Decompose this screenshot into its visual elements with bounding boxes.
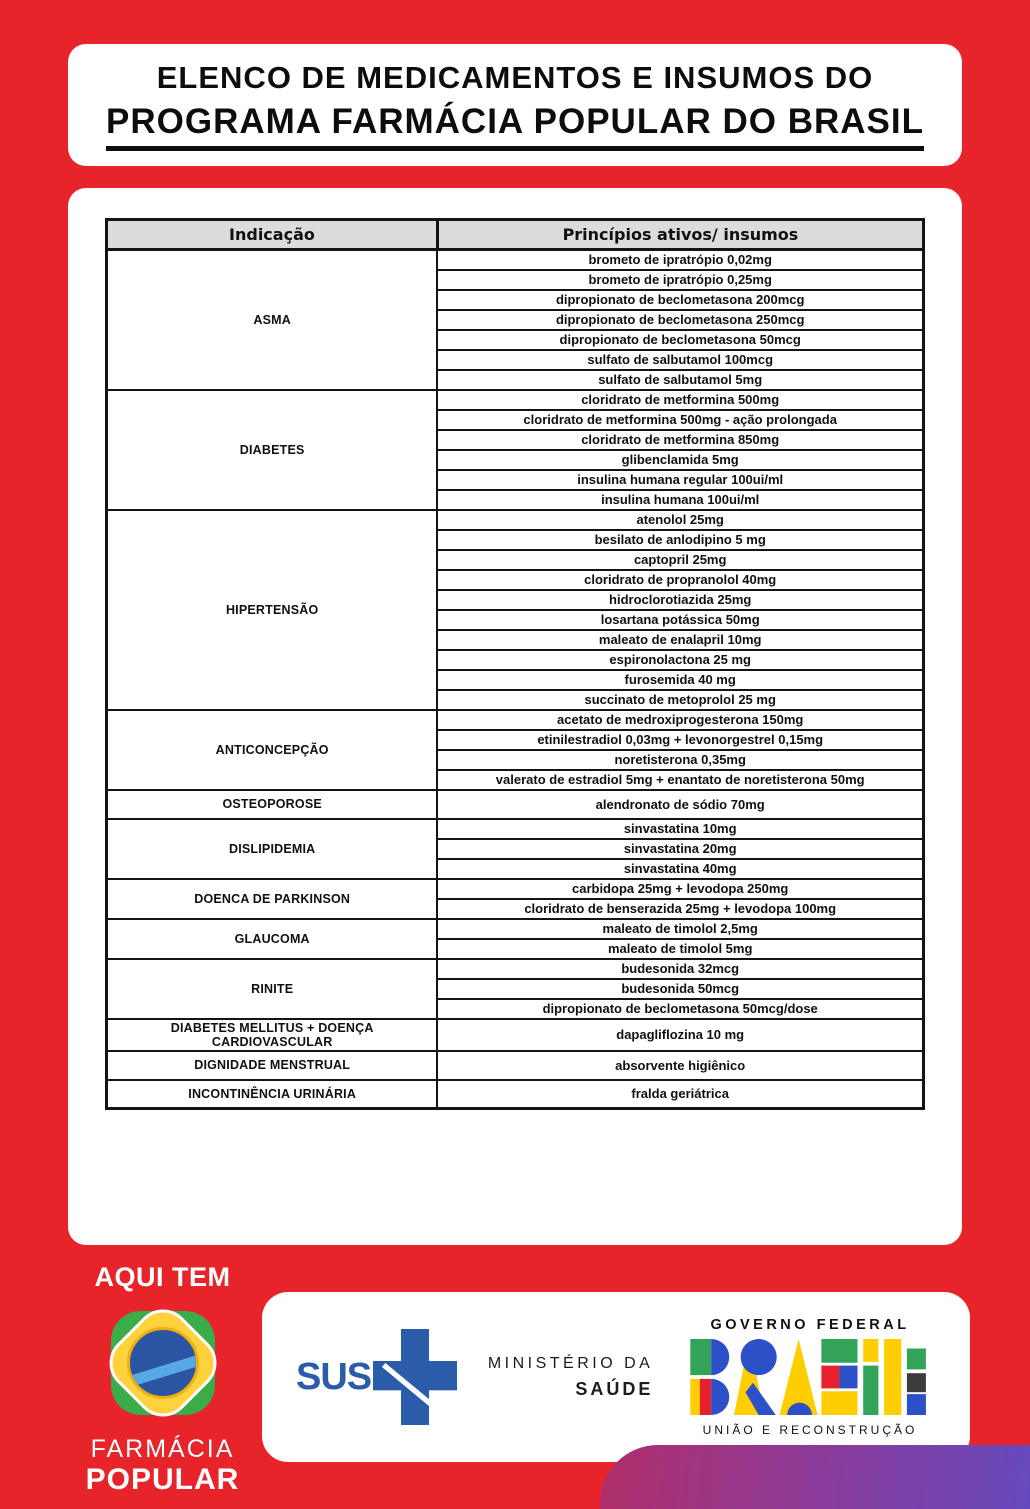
table-header <box>107 220 924 250</box>
table-body <box>107 250 924 1109</box>
principle-cell: etinilestradiol 0,03mg + levonorgestrel 0,15mg <box>437 730 923 750</box>
principle-cell: atenolol 25mg <box>437 510 923 530</box>
popular-label: POPULAR <box>85 1463 240 1496</box>
principle-cell: carbidopa 25mg + levodopa 250mg <box>437 879 923 899</box>
principle-cell: hidroclorotiazida 25mg <box>437 590 923 610</box>
uniao-reconstrucao-label: UNIÃO E RECONSTRUÇÃO <box>702 1423 918 1437</box>
table-row <box>107 510 924 530</box>
table-row <box>107 879 924 899</box>
principle-cell: sulfato de salbutamol 100mcg <box>437 350 923 370</box>
principle-cell: maleato de enalapril 10mg <box>437 630 923 650</box>
aqui-tem-label: AQUI TEM <box>94 1262 231 1292</box>
indication-cell: DOENCA DE PARKINSON <box>107 879 438 919</box>
table-row <box>107 710 924 730</box>
principle-cell: insulina humana regular 100ui/ml <box>437 470 923 490</box>
col-header-principios: Princípios ativos/ insumos <box>437 220 923 250</box>
table-row <box>107 1080 924 1109</box>
principle-cell: sinvastatina 10mg <box>437 819 923 839</box>
indication-cell: INCONTINÊNCIA URINÁRIA <box>107 1080 438 1109</box>
governo-federal-label: GOVERNO FEDERAL <box>710 1317 910 1333</box>
principle-cell: valerato de estradiol 5mg + enantato de noretisterona 50mg <box>437 770 923 790</box>
principle-cell: maleato de timolol 2,5mg <box>437 919 923 939</box>
principle-cell: absorvente higiênico <box>437 1051 923 1080</box>
principle-cell: brometo de ipratrópio 0,25mg <box>437 270 923 290</box>
principle-cell: sinvastatina 20mg <box>437 839 923 859</box>
principle-cell: glibenclamida 5mg <box>437 450 923 470</box>
indication-cell: ASMA <box>107 250 438 390</box>
principle-cell: losartana potássica 50mg <box>437 610 923 630</box>
principle-cell: succinato de metoprolol 25 mg <box>437 690 923 710</box>
principle-cell: cloridrato de benserazida 25mg + levodopa 100mg <box>437 899 923 919</box>
institutional-logos-card <box>262 1292 970 1462</box>
principle-cell: noretisterona 0,35mg <box>437 750 923 770</box>
indication-cell: DIABETES MELLITUS + DOENÇA CARDIOVASCULAR <box>107 1019 438 1051</box>
principle-cell: cloridrato de metformina 500mg - ação prolongada <box>437 410 923 430</box>
table-row <box>107 390 924 410</box>
indication-cell: DIABETES <box>107 390 438 510</box>
header-card <box>68 44 962 166</box>
farmacia-popular-emblem-icon <box>99 1299 227 1427</box>
sus-logo <box>296 1329 457 1425</box>
principle-cell: dapagliflozina 10 mg <box>437 1019 923 1051</box>
principle-cell: insulina humana 100ui/ml <box>437 490 923 510</box>
purple-corner-decoration <box>600 1445 1030 1509</box>
indication-cell: ANTICONCEPÇÃO <box>107 710 438 790</box>
farmacia-popular-logo <box>70 1262 255 1497</box>
ministry-of-health-wordmark <box>488 1352 654 1401</box>
principle-cell: dipropionato de beclometasona 250mcg <box>437 310 923 330</box>
table-row <box>107 1051 924 1080</box>
emblem-globe-stripe <box>127 1352 199 1390</box>
principle-cell: dipropionato de beclometasona 200mcg <box>437 290 923 310</box>
indication-cell: OSTEOPOROSE <box>107 790 438 819</box>
principle-cell: acetato de medroxiprogesterona 150mg <box>437 710 923 730</box>
principle-cell: sinvastatina 40mg <box>437 859 923 879</box>
page-subtitle: PROGRAMA FARMÁCIA POPULAR DO BRASIL <box>106 102 924 151</box>
principle-cell: dipropionato de beclometasona 50mcg <box>437 330 923 350</box>
table-header-row <box>107 220 924 250</box>
principle-cell: sulfato de salbutamol 5mg <box>437 370 923 390</box>
principle-cell: budesonida 32mcg <box>437 959 923 979</box>
principle-cell: cloridrato de metformina 850mg <box>437 430 923 450</box>
table-row <box>107 919 924 939</box>
principle-cell: budesonida 50mcg <box>437 979 923 999</box>
principle-cell: brometo de ipratrópio 0,02mg <box>437 250 923 270</box>
principle-cell: maleato de timolol 5mg <box>437 939 923 959</box>
col-header-indicacao: Indicação <box>107 220 438 250</box>
sus-label: SUS <box>296 1355 372 1398</box>
indication-cell: HIPERTENSÃO <box>107 510 438 710</box>
medications-table <box>105 218 925 1110</box>
table-card <box>68 188 962 1245</box>
principle-cell: alendronato de sódio 70mg <box>437 790 923 819</box>
federal-government-logo <box>684 1317 936 1437</box>
table-row <box>107 819 924 839</box>
ministry-line2: SAÚDE <box>575 1378 654 1399</box>
farmacia-label: FARMÁCIA <box>90 1435 235 1463</box>
principle-cell: espironolactona 25 mg <box>437 650 923 670</box>
principle-cell: dipropionato de beclometasona 50mcg/dose <box>437 999 923 1019</box>
indication-cell: RINITE <box>107 959 438 1019</box>
principle-cell: besilato de anlodipino 5 mg <box>437 530 923 550</box>
emblem-blue-globe-icon <box>127 1327 199 1399</box>
indication-cell: DISLIPIDEMIA <box>107 819 438 879</box>
table-row <box>107 790 924 819</box>
principle-cell: cloridrato de metformina 500mg <box>437 390 923 410</box>
indication-cell: GLAUCOMA <box>107 919 438 959</box>
principle-cell: cloridrato de propranolol 40mg <box>437 570 923 590</box>
principle-cell: captopril 25mg <box>437 550 923 570</box>
page-title: ELENCO DE MEDICAMENTOS E INSUMOS DO <box>156 59 874 95</box>
ministry-line1: MINISTÉRIO DA <box>487 1355 654 1373</box>
table-row <box>107 1019 924 1051</box>
table-row <box>107 250 924 270</box>
table-row <box>107 959 924 979</box>
principle-cell: furosemida 40 mg <box>437 670 923 690</box>
principle-cell: fralda geriátrica <box>437 1080 923 1109</box>
indication-cell: DIGNIDADE MENSTRUAL <box>107 1051 438 1080</box>
brasil-wordmark-icon <box>684 1339 936 1415</box>
sus-cross-icon <box>373 1329 457 1425</box>
